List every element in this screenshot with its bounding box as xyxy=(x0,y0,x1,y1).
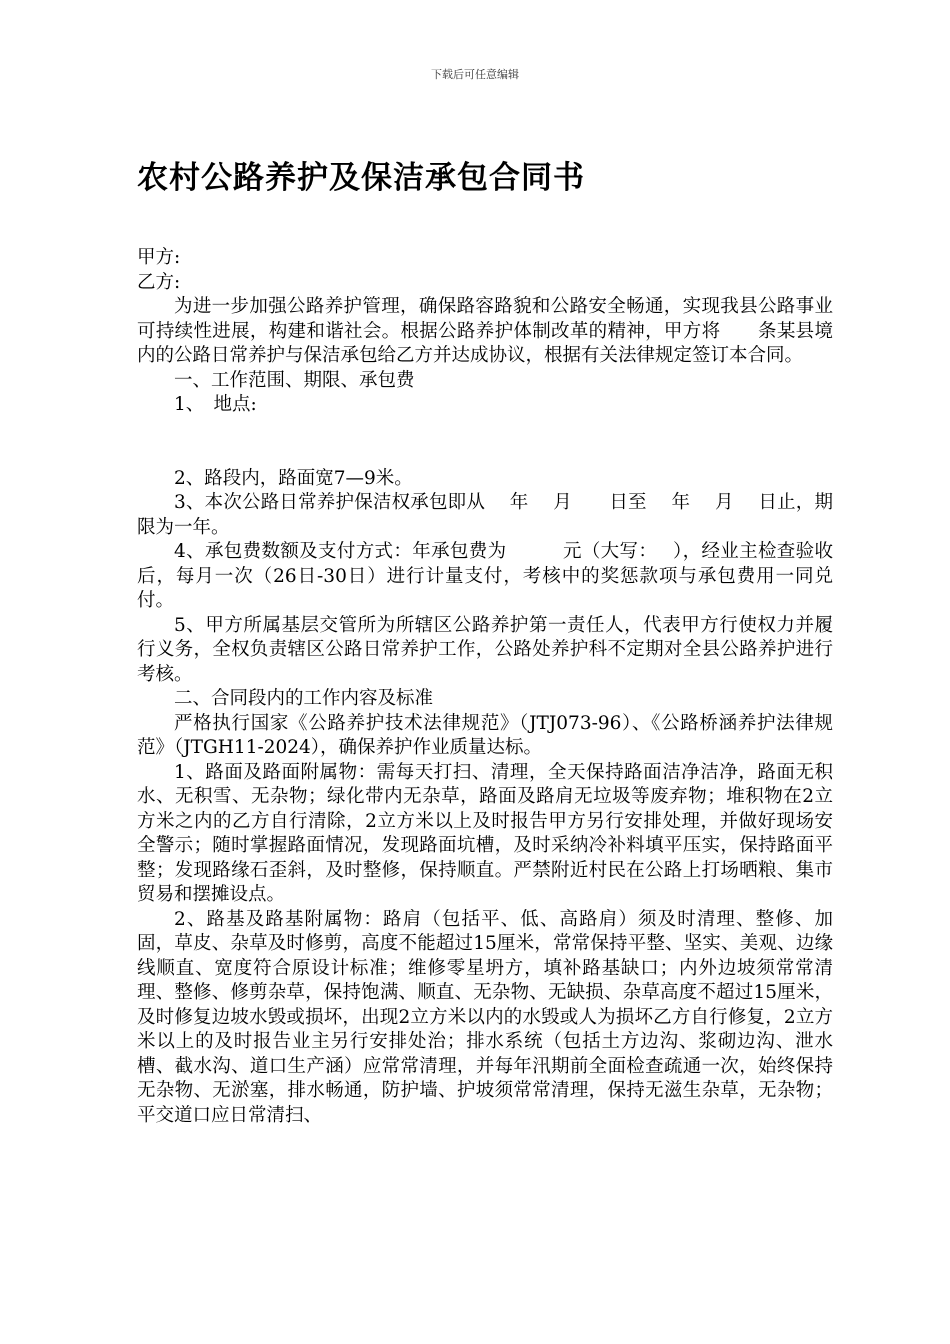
clause-term: 3、本次公路日常养护保洁权承包即从 年 月 日至 年 月 日止，期限为一年。 xyxy=(137,492,833,538)
clause-location: 1、 地点: xyxy=(174,394,257,415)
clause-fee: 4、承包费数额及支付方式：年承包费为 元（大写： ），经业主检查验收后，每月一次（26日-30日）进行计量支付，考核中的奖惩款项与承包费用一同兑付。 xyxy=(137,541,833,611)
clause-road-surface: 1、路面及路面附属物：需每天打扫、清理，全天保持路面洁净洁净，路面无积水、无积雪、无杂物；绿化带内无杂草，路面及路肩无垃圾等废弃物；堆积物在2立方米之内的乙方自行清除，2立方米以上及时报告甲方另行安排处理，并做好现场安全警示；随时掌握路面情况，发现路面坑槽，及时采纳冷补料填平压实，保持路面平整；发现路缘石歪斜，及时整修，保持顺直。严禁附近村民在公路上打场晒粮、集市贸易和摆摊设点。 xyxy=(137,761,833,905)
preamble-paragraph: 为进一步加强公路养护管理，确保路容路貌和公路安全畅通，实现我县公路事业可持续性进展，构建和谐社会。根据公路养护体制改革的精神，甲方将 条某县境内的公路日常养护与保洁承包给乙方并达成协议，根据有关法律规定签订本合同。 xyxy=(137,296,833,366)
party-b-line: 乙方: xyxy=(137,271,181,293)
section-heading-scope: 一、工作范围、期限、承包费 xyxy=(174,369,415,391)
blank-space xyxy=(137,418,833,467)
section-heading-content: 二、合同段内的工作内容及标准 xyxy=(174,688,434,709)
party-a-line: 甲方: xyxy=(137,247,181,268)
clause-road-width: 2、路段内，路面宽7—9米。 xyxy=(174,467,413,489)
document-body xyxy=(137,246,833,1128)
clause-roadbed: 2、路基及路基附属物：路肩（包括平、低、高路肩）须及时清理、整修、加固，草皮、杂草及时修剪，高度不能超过15厘米，常常保持平整、坚实、美观、边缘线顺直、宽度符合原设计标准；维修零星坍方，填补路基缺口；内外边坡须常常清理、整修、修剪杂草，保持饱满、顺直、无杂物、无缺损、杂草高度不超过15厘米，及时修复边坡水毁或损坏，出现2立方米以内的水毁或人为损坏乙方自行修复，2立方米以上的及时报告业主另行安排处治；排水系统（包括土方边沟、浆砌边沟、泄水槽、截水沟、道口生产涵）应常常清理，并每年汛期前全面检查疏通一次，始终保持无杂物、无淤塞，排水畅通，防护墙、护坡须常常清理，保持无滋生杂草，无杂物；平交道口应日常清扫、 xyxy=(137,908,833,1126)
standards-paragraph: 严格执行国家《公路养护技术法律规范》（JTJ073-96）、《公路桥涵养护法律规范》（JTGH11-2024），确保养护作业质量达标。 xyxy=(137,712,833,758)
document-title: 农村公路养护及保洁承包合同书 xyxy=(137,160,585,196)
header-note: 下载后可任意编辑 xyxy=(431,68,519,81)
clause-responsibility: 5、甲方所属基层交管所为所辖区公路养护第一责任人，代表甲方行使权力并履行义务，全权负责辖区公路日常养护工作，公路处养护科不定期对全县公路养护进行考核。 xyxy=(137,614,833,685)
